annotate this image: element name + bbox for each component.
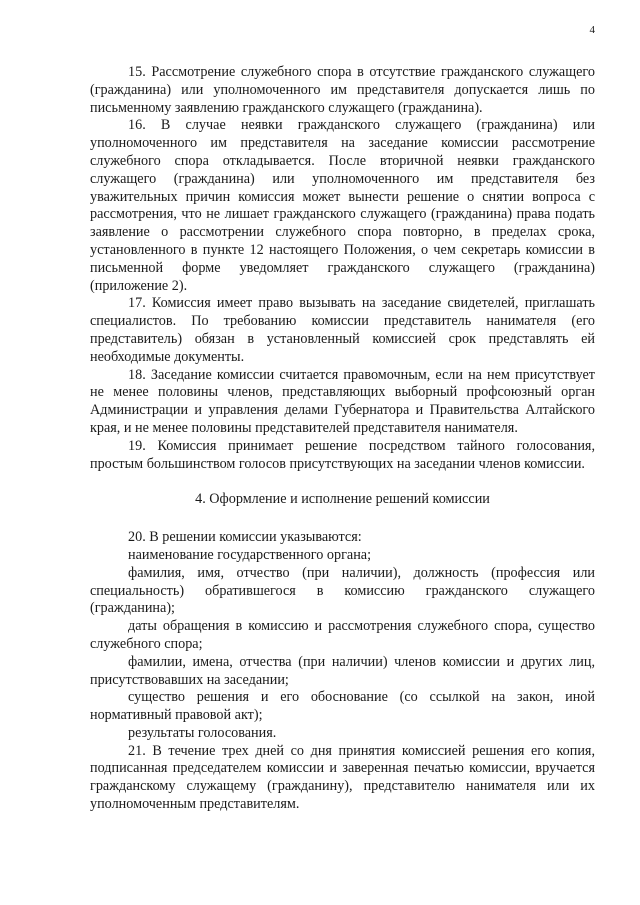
paragraph-20: 20. В решении комиссии указываются: <box>128 529 362 546</box>
page-number: 4 <box>589 24 595 36</box>
list-item: результаты голосования. <box>128 724 277 741</box>
document-body <box>90 64 595 814</box>
paragraph-19: 19. Комиссия принимает решение посредством тайного голосования, простым большинством голосов присутствующих на заседании членов комиссии. <box>90 437 595 472</box>
list-item: существо решения и его обоснование (со ссылкой на закон, иной нормативный правовой акт); <box>90 689 595 724</box>
list-item: наименование государственного органа; <box>128 546 372 563</box>
paragraph-18: 18. Заседание комиссии считается правомочным, если на нем присутствует не менее половины членов, представляющих выборный профсоюзный орган Администрации и управления делами Губернатора и Правительства Алтайского края, и не менее половины представителей представителя нанимателя. <box>90 366 595 436</box>
paragraph-16: 16. В случае неявки гражданского служащего (гражданина) или уполномоченного им представителя на заседание комиссии рассмотрение служебного спора откладывается. После вторичной неявки гражданского служащего (гражданина) или уполномоченного им представителя без уважительных причин комиссия может вынести решение о снятии вопроса с рассмотрения, что не лишает гражданского служащего (гражданина) права подать заявление о рассмотрении служебного спора повторно, в пределах срока, установленного в пункте 12 настоящего Положения, о чем секретарь комиссии в письменной форме уведомляет гражданского служащего (гражданина) (приложение 2). <box>90 117 595 294</box>
section-heading: 4. Оформление и исполнение решений комиссии <box>195 491 490 508</box>
paragraph-17: 17. Комиссия имеет право вызывать на заседание свидетелей, приглашать специалистов. По требованию комиссии представитель нанимателя (его представитель) обязан в установленный комиссией срок представлять ей необходимые документы. <box>90 295 595 365</box>
paragraph-15: 15. Рассмотрение служебного спора в отсутствие гражданского служащего (гражданина) или уполномоченного им представителя допускается лишь по письменному заявлению гражданского служащего (гражданина). <box>90 64 595 116</box>
list-item: фамилия, имя, отчество (при наличии), должность (профессия или специальность) обратившегося в комиссию гражданского служащего (гражданина); <box>90 564 595 617</box>
paragraph-21: 21. В течение трех дней со дня принятия комиссией решения его копия, подписанная председателем комиссии и заверенная печатью комиссии, вручается гражданскому служащему (гражданину), представителю нанимателя или их уполномоченным представителям. <box>90 742 595 813</box>
list-item: фамилии, имена, отчества (при наличии) членов комиссии и других лиц, присутствовавших на заседании; <box>90 653 595 688</box>
list-item: даты обращения в комиссию и рассмотрения служебного спора, существо служебного спора; <box>90 618 595 652</box>
